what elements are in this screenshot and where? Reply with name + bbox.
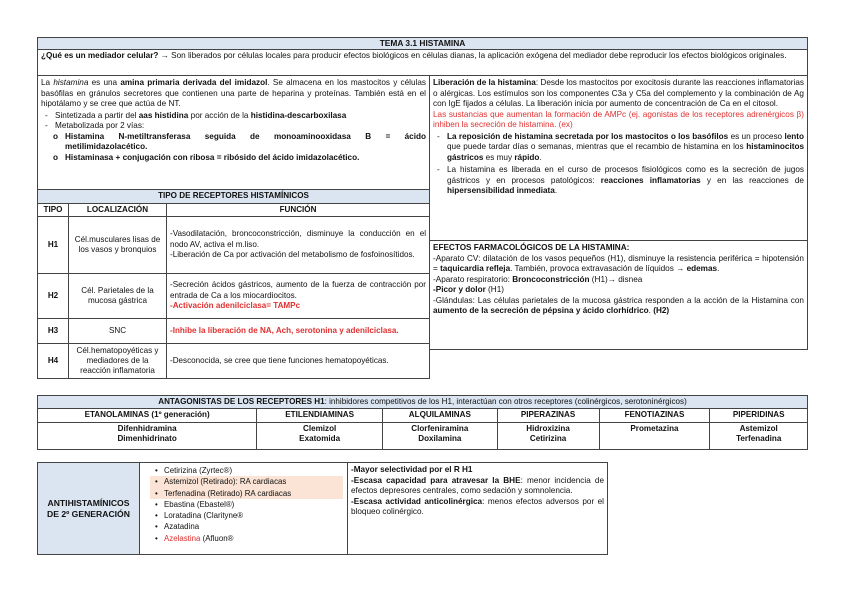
receptor-function: -Inhibe la liberación de NA, Ach, serotonina y adenilciclasa. — [167, 319, 430, 344]
synthesis-item: - Sintetizada a partir del aas histidina por acción de la histidina-descarboxilasa — [41, 111, 426, 122]
receptor-function: -Desconocida, se cree que tiene funciones hematopoyéticas. — [167, 344, 430, 379]
antagonist-class-header: ETANOLAMINAS (1º generación) — [38, 409, 257, 422]
receptor-row-h4 — [38, 344, 430, 379]
metabolism-route-2: o Histaminasa + conjugación con ribosa = ribósido del ácido imidazolacético. — [41, 153, 426, 164]
antagonist-drugs: Astemizol Terfenadina — [710, 422, 808, 449]
release-paragraph: Liberación de la histamina: Desde los mastocitos por exocitosis durante las reacciones inflamatorias o alérgicas. Los estímulos son los componentes C3a y C5a del complemento y la combinación de Ag con IgE fijados a células. La liberación inicia por aumento de concentración de Ca en el citosol. — [433, 78, 804, 108]
effect-respiratory: -Aparato respiratorio: Broncoconstricción (H1)→ disnea — [433, 274, 643, 284]
antagonist-class-header: FENOTIAZINAS — [599, 409, 710, 422]
antagonist-drugs: Difenhidramina Dimenhidrinato — [38, 422, 257, 449]
antagonist-class-header: ETILENDIAMINAS — [257, 409, 383, 422]
release-exam-note: Las sustancias que aumentan la formación de AMPc (ej. agonistas de los receptores adrenérgicos β) inhiben la secreción de histamina. (ex) — [433, 109, 804, 129]
drug-item: • Ebastina (Ebastel®) — [150, 499, 343, 510]
receptors-table-title: TIPO DE RECEPTORES HISTAMÍNICOS — [38, 190, 430, 204]
receptor-function: -Vasodilatación, broncoconstricción, disminuye la conducción en el nodo AV, activa el m.liso. -Liberación de Ca por activación del metabolismo de fosfoinosítidos. — [167, 217, 430, 274]
h1-antagonists-table — [37, 395, 808, 450]
second-gen-properties — [347, 462, 608, 555]
histamine-definition — [37, 75, 430, 190]
antagonist-drugs: Hidroxizina Cetirizina — [497, 422, 599, 449]
release-point-1: - La reposición de histamina secretada por los mastocitos o los basófilos es un proceso lento que puede tardar días o semanas, mientras que el recambio de histamina en los histaminocitos gástricos es muy rápido. — [433, 132, 804, 164]
receptor-row-h2 — [38, 273, 430, 319]
receptor-type: H1 — [38, 217, 69, 274]
intro-box — [37, 49, 808, 76]
antagonist-class-header: PIPERAZINAS — [497, 409, 599, 422]
drug-item: • Azatadina — [150, 521, 343, 532]
receptor-location: Cél. Parietales de la mucosa gástrica — [69, 273, 167, 319]
receptors-table — [37, 189, 430, 379]
antagonist-drugs: Prometazina — [599, 422, 710, 449]
property-bhe: -Escasa capacidad para atravesar la BHE: menor incidencia de efectos depresores centrales, como sedación y somnolencia. — [351, 475, 604, 495]
drug-item-withdrawn: • Astemizol (Retirado): RA cardiacas — [150, 476, 343, 487]
antagonist-drugs: Clemizol Exatomida — [257, 422, 383, 449]
histamine-release — [429, 75, 808, 241]
drug-item: • Loratadina (Clarityne® — [150, 510, 343, 521]
second-gen-drug-list — [139, 462, 348, 555]
receptor-row-h1 — [38, 217, 430, 274]
effects-title: EFECTOS FARMACOLÓGICOS DE LA HISTAMINA: — [433, 243, 630, 252]
pharmacological-effects — [429, 240, 808, 350]
metabolism-item: - Metabolizada por 2 vías: — [41, 121, 426, 132]
definition-paragraph: La histamina es una amina primaria derivada del imidazol. Se almacena en los mastocitos y células basófilas en gránulos secretores que contienen una parte de heparina y proteínas. También está en el hipotálamo y se cree que actúa de NT. — [41, 78, 426, 108]
page-title: TEMA 3.1 HISTAMINA — [37, 37, 808, 50]
intro-text: → Son liberados por células locales para producir efectos biológicos en células dianas, la aplicación exógena del mediador debe reproducir los efectos biológicos originales. — [158, 51, 787, 60]
col-header-localizacion: LOCALIZACIÓN — [69, 203, 167, 217]
receptor-type: H3 — [38, 319, 69, 344]
receptor-location: SNC — [69, 319, 167, 344]
receptor-location: Cél.musculares lisas de los vasos y bronquios — [69, 217, 167, 274]
drug-item: • Azelastina (Afluon® — [150, 533, 343, 544]
intro-question: ¿Qué es un mediador celular? — [41, 51, 159, 60]
receptor-row-h3 — [38, 319, 430, 344]
effect-glands: -Glándulas: Las células parietales de la mucosa gástrica responden a la acción de la Histamina con aumento de la secreción de pépsina y ácido clorhídrico. (H2) — [433, 295, 804, 315]
antagonists-title: ANTAGONISTAS DE LOS RECEPTORES H1: inhibidores competitivos de los H1, interactúan con otros receptores (colinérgicos, serotoninérgicos) — [38, 396, 808, 409]
receptor-type: H4 — [38, 344, 69, 379]
antagonist-class-header: PIPERIDINAS — [710, 409, 808, 422]
col-header-tipo: TIPO — [38, 203, 69, 217]
col-header-funcion: FUNCIÓN — [167, 203, 430, 217]
receptor-type: H2 — [38, 273, 69, 319]
property-anticholinergic: -Escasa actividad anticolinérgica: menos efectos adversos por el bloqueo colinérgico. — [351, 496, 604, 516]
drug-item: • Cetirizina (Zyrtec®) — [150, 465, 343, 476]
drug-item-withdrawn: • Terfenadina (Retirado) RA cardiacas — [150, 488, 343, 499]
effect-itch-pain: -Picor y dolor (H1) — [433, 285, 504, 294]
antagonist-class-header: ALQUILAMINAS — [383, 409, 498, 422]
metabolism-route-1: o Histamina N-metiltransferasa seguida de monoaminooxidasa B = ácido metilimidazolacético. — [41, 132, 426, 153]
effect-cardiovascular: -Aparato CV: dilatación de los vasos pequeños (H1), disminuye la resistencia periférica = hipotensión = taquicardia refleja. También, provoca extravasación de líquidos → edemas. — [433, 253, 804, 273]
receptor-function: -Secreción ácidos gástricos, aumento de la fuerza de contracción por entrada de Ca a los miocardiocitos. -Activación adenilciclasa= TAMPc — [167, 273, 430, 319]
property-selectivity: -Mayor selectividad por el R H1 — [351, 465, 473, 474]
second-gen-label: ANTIHISTAMÍNICOS DE 2º GENERACIÓN — [37, 462, 140, 555]
antagonist-drugs: Clorfeniramina Doxilamina — [383, 422, 498, 449]
release-point-2: - La histamina es liberada en el curso de procesos fisiológicos como es la secreción de jugos gástricos y en procesos patológicos: reacciones inflamatorias y en las reacciones de hipersensibilidad inmediata. — [433, 165, 804, 197]
receptor-location: Cél.hematopoyéticas y mediadores de la reacción inflamatoria — [69, 344, 167, 379]
